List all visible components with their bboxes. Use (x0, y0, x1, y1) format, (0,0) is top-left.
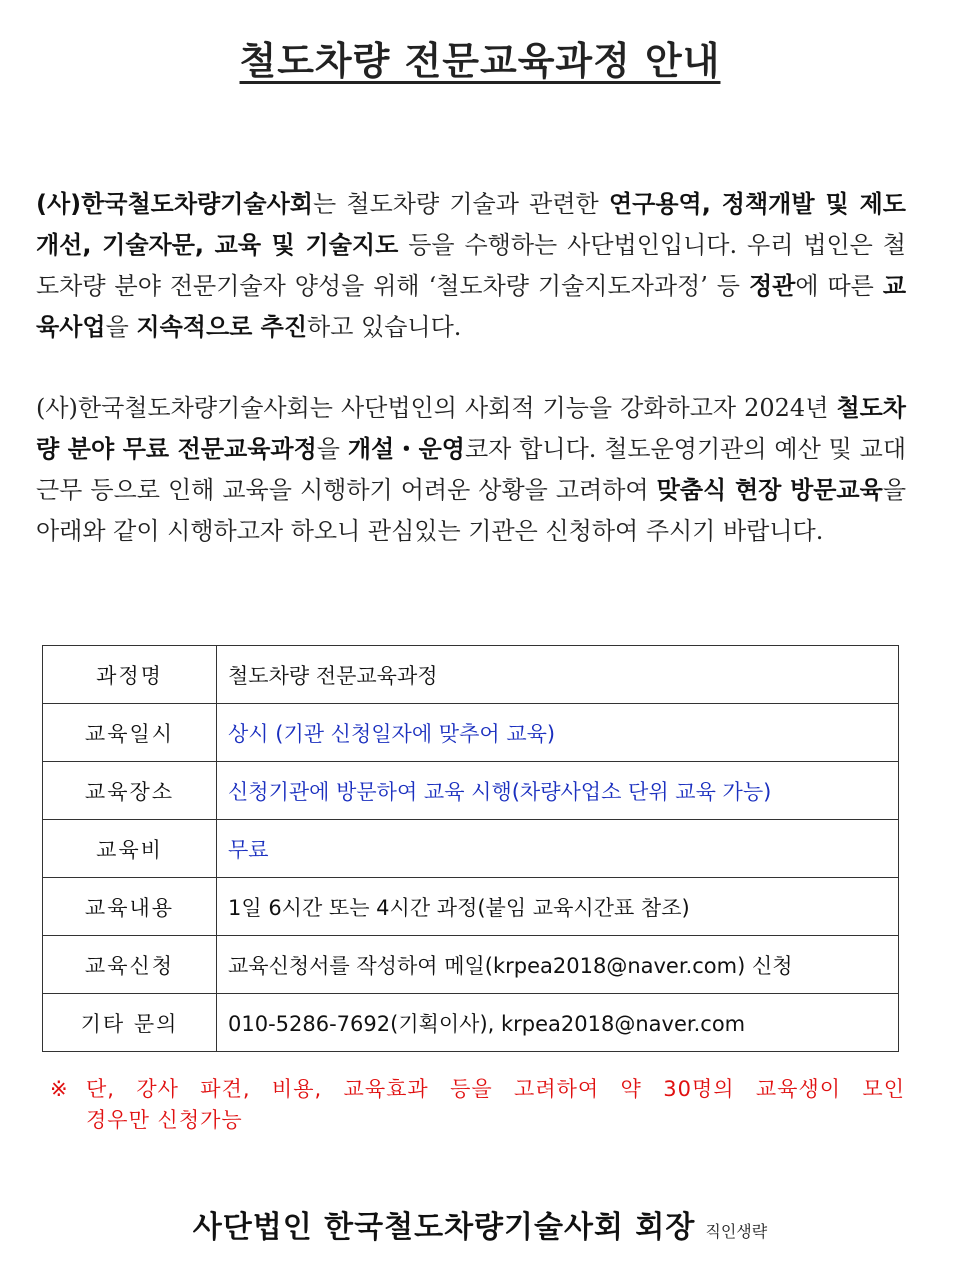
reference-mark-icon: ※ (50, 1077, 69, 1101)
row-label: 교육장소 (43, 762, 217, 820)
row-value: 철도차량 전문교육과정 (217, 646, 899, 704)
document-title-text: 철도차량 전문교육과정 안내 (239, 39, 721, 83)
application-note (50, 1074, 905, 1136)
table-row (43, 994, 899, 1052)
program-text-2: 을 (316, 435, 348, 463)
table-row (43, 936, 899, 994)
row-value: 1일 6시간 또는 4시간 과정(붙임 교육시간표 참조) (217, 878, 899, 936)
row-label: 교육비 (43, 820, 217, 878)
intro-text-4: 을 (105, 313, 137, 341)
org-name-bold: (사)한국철도차량기술사회 (36, 190, 313, 218)
open-operate-bold: 개설・운영 (347, 435, 465, 463)
continuous-promotion-bold: 지속적으로 추진 (136, 313, 308, 341)
onsite-education-bold: 맞춤식 현장 방문교육 (656, 476, 883, 504)
row-value: 신청기관에 방문하여 교육 시행(차량사업소 단위 교육 가능) (217, 762, 899, 820)
signer-name: 사단법인 한국철도차량기술사회 회장 (192, 1210, 696, 1245)
row-label: 교육내용 (43, 878, 217, 936)
seal-omitted-label: 직인생략 (705, 1222, 768, 1241)
bylaws-bold: 정관 (748, 272, 796, 300)
program-text-3: 코자 합니다. 철도운영기관의 예산 및 교대근무 등으로 인해 교육을 시행하기 어려운 상황을 고려하여 (36, 435, 907, 504)
intro-text-5: 하고 있습니다. (307, 313, 462, 341)
activities-bold: 연구용역, 정책개발 및 제도 개선, 기술자문, 교육 및 기술지도 (36, 190, 906, 259)
note-text-2: 경우만 신청가능 (86, 1108, 243, 1132)
note-text-1: 단, 강사 파견, 비용, 교육효과 등을 고려하여 약 30명의 교육생이 모인 (86, 1077, 905, 1101)
program-text-4: 을 아래와 같이 시행하고자 하오니 관심있는 기관은 신청하여 주시기 바랍니다. (36, 476, 906, 545)
row-value: 상시 (기관 신청일자에 맞추어 교육) (217, 704, 899, 762)
intro-text-2: 등을 수행하는 사단법인입니다. 우리 법인은 철도차량 분야 전문기술자 양성을 위해 ‘철도차량 기술지도자과정’ 등 (36, 231, 906, 300)
program-text-1: (사)한국철도차량기술사회는 사단법인의 사회적 기능을 강화하고자 2024년 (36, 394, 837, 422)
course-info-table (42, 645, 899, 1052)
intro-text-1: 는 철도차량 기술과 관련한 (312, 190, 609, 218)
program-paragraph (36, 388, 906, 552)
row-label: 과정명 (43, 646, 217, 704)
free-course-bold: 철도차량 분야 무료 전문교육과정 (36, 394, 906, 463)
row-value: 무료 (217, 820, 899, 878)
intro-paragraph (36, 184, 906, 348)
intro-text-3: 에 따른 (795, 272, 883, 300)
signature-footer (0, 1202, 960, 1246)
table-row (43, 820, 899, 878)
note-line-1 (50, 1074, 905, 1105)
row-label: 기타 문의 (43, 994, 217, 1052)
document-title (0, 30, 960, 85)
table-row (43, 704, 899, 762)
table-row (43, 762, 899, 820)
row-label: 교육신청 (43, 936, 217, 994)
table-row (43, 646, 899, 704)
row-value: 010-5286-7692(기획이사), krpea2018@naver.com (217, 994, 899, 1052)
education-business-bold: 교육사업 (36, 272, 906, 341)
row-value: 교육신청서를 작성하여 메일(krpea2018@naver.com) 신청 (217, 936, 899, 994)
table-row (43, 878, 899, 936)
row-label: 교육일시 (43, 704, 217, 762)
